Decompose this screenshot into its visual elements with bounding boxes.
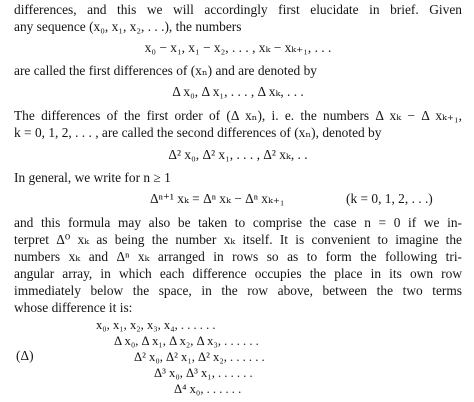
array-row-2: Δ² x₀, Δ² x₁, Δ² x₂, . . . . . .: [134, 350, 265, 364]
array-row-0: x₀, x₁, x₂, x₃, x₄, . . . . . .: [96, 318, 216, 332]
text-line: differences, and this we will accordingly first elucidate in brief. Given: [14, 2, 462, 17]
text-line: any sequence (x₀, x₁, x₂, . . .), the numbers: [14, 19, 242, 34]
text-line: are called the first differences of (xₙ) and are denoted by: [14, 63, 317, 78]
equation-condition: (k = 0, 1, 2, . . .): [346, 191, 433, 206]
text-line: immediately below the space, in the row above, between the two terms: [14, 283, 462, 298]
text-line: k = 0, 1, 2, . . . , are called the second differences of (xₙ), denoted by: [14, 125, 382, 140]
text-line: In general, we write for n ≥ 1: [14, 170, 171, 185]
array-row-1: Δ x₀, Δ x₁, Δ x₂, Δ x₃, . . . . . .: [114, 334, 259, 348]
equation-general-difference: Δⁿ⁺¹ xₖ = Δⁿ xₖ − Δⁿ xₖ₊₁: [150, 191, 285, 206]
equation-first-differences: x₀ − x₁, x₁ − x₂, . . . , xₖ − xₖ₊₁, . . .: [144, 40, 332, 55]
text-line: and this formula may also be taken to comprise the case n = 0 if we in-: [14, 215, 462, 230]
equation-delta-notation: Δ x₀, Δ x₁, . . . , Δ xₖ, . . .: [172, 84, 304, 99]
text-line: The differences of the first order of (Δ xₙ), i. e. the numbers Δ xₖ − Δ xₖ₊₁,: [14, 108, 462, 123]
text-line: angular array, in which each difference occupies the place in its own row: [14, 266, 462, 281]
text-line: terpret Δ⁰ xₖ as being the number xₖ itself. It is convenient to imagine the: [14, 232, 462, 247]
text-line: numbers xₖ and Δⁿ xₖ arranged in rows so as to form the following tri-: [14, 249, 462, 264]
text-line: whose difference it is:: [14, 300, 133, 315]
array-row-3: Δ³ x₀, Δ³ x₁, . . . . . .: [154, 366, 253, 380]
array-row-4: Δ⁴ x₀, . . . . . .: [174, 382, 242, 396]
array-label: (Δ): [16, 348, 34, 363]
equation-second-differences: Δ² x₀, Δ² x₁, . . . , Δ² xₖ, . .: [168, 147, 308, 162]
